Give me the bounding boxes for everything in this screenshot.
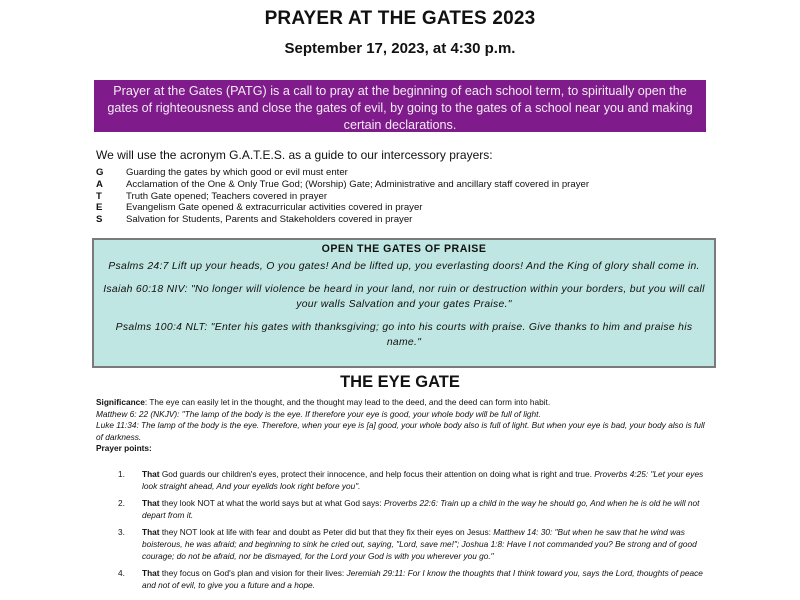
prayer-points-list xyxy=(118,469,708,597)
point-number: 2. xyxy=(118,498,125,509)
acronym-text: Truth Gate opened; Teachers covered in prayer xyxy=(126,190,328,202)
intro-box xyxy=(94,80,706,132)
point-text: they NOT look at life with fear and doubt as Peter did but that they fix their eyes on Jesus: xyxy=(159,527,494,538)
point-number: 4. xyxy=(118,568,125,579)
acronym-text: Evangelism Gate opened & extracurricular activities covered in prayer xyxy=(126,202,423,214)
point-body xyxy=(142,469,708,492)
point-text: they look NOT at what the world says but at what God says: xyxy=(159,498,384,509)
verse-psalms-100: Psalms 100:4 NLT: "Enter his gates with thanksgiving; go into his courts with praise. Give thanks to him and praise his name." xyxy=(115,322,693,348)
point-number: 3. xyxy=(118,527,125,538)
acronym-item xyxy=(96,202,756,214)
verse-psalms-24: Psalms 24:7 Lift up your heads, O you gates! And be lifted up, you everlasting doors! And the King of glory shall come in. xyxy=(108,261,700,272)
acronym-letter: A xyxy=(96,178,103,190)
eye-gate-heading: THE EYE GATE xyxy=(340,373,460,391)
point-text: they focus on God's plan and vision for their lives: xyxy=(159,568,347,579)
acronym-intro: We will use the acronym G.A.T.E.S. as a guide to our intercessory prayers: xyxy=(96,148,493,162)
luke-verse: Luke 11:34: The lamp of the body is the eye. Therefore, when your eye is [a] good, your whole body also is full of light. But when your eye is bad, your body also is full of darkness. xyxy=(96,420,705,442)
praise-heading: OPEN THE GATES OF PRAISE xyxy=(321,243,487,255)
acronym-text: Guarding the gates by which good or evil must enter xyxy=(126,167,348,178)
significance-block xyxy=(96,397,706,455)
intro-text: Prayer at the Gates (PATG) is a call to pray at the beginning of each school term, to spiritually open the gates of righteousness and close the gates of evil, by going to the gates of a school near you and making certain declarations. xyxy=(107,84,693,132)
point-number: 1. xyxy=(118,469,125,479)
point-body xyxy=(142,498,708,521)
point-ref: Proverbs 22:6: Train up a child in the way he should go, And when he is old he will not depart from it. xyxy=(142,498,700,520)
acronym-item xyxy=(96,191,756,203)
point-lead: That xyxy=(142,469,160,479)
acronym-item xyxy=(96,167,756,179)
acronym-text: Acclamation of the One & Only True God; (Worship) Gate; Administrative and ancillary staff covered in prayer xyxy=(126,178,590,190)
prayer-point xyxy=(118,568,708,591)
prayer-point xyxy=(118,527,708,562)
prayer-points-label: Prayer points: xyxy=(96,443,152,454)
event-date: September 17, 2023, at 4:30 p.m. xyxy=(284,40,516,57)
significance-line xyxy=(96,397,706,409)
point-ref: Jeremiah 29:11: For I know the thoughts that I think toward you, says the Lord, thoughts of peace and not of evil, to give you a future and a hope. xyxy=(142,568,703,590)
point-body xyxy=(142,568,708,591)
acronym-letter: G xyxy=(96,167,104,178)
acronym-list xyxy=(96,167,756,226)
matthew-verse: Matthew 6: 22 (NKJV): "The lamp of the body is the eye. If therefore your eye is good, your whole body will be full of light. xyxy=(96,408,541,419)
significance-text: : The eye can easily let in the thought, and the thought may lead to the deed, and the deed can form into habit. xyxy=(144,397,551,407)
point-lead: That xyxy=(142,498,160,509)
acronym-letter: S xyxy=(96,214,103,226)
acronym-item xyxy=(96,179,756,191)
point-lead: That xyxy=(142,527,160,538)
acronym-letter: E xyxy=(96,202,103,214)
point-body xyxy=(142,527,708,562)
point-text: God guards our children's eyes, protect their innocence, and help focus their attention on doing what is right and true. xyxy=(159,469,595,479)
page-title: PRAYER AT THE GATES 2023 xyxy=(264,8,536,29)
significance-label: Significance xyxy=(96,397,145,407)
acronym-letter: T xyxy=(96,190,102,202)
acronym-item xyxy=(96,214,756,226)
verse-isaiah-60: Isaiah 60:18 NIV: "No longer will violence be heard in your land, nor ruin or destruction within your borders, but you will call your walls Salvation and your gates Praise." xyxy=(103,284,705,310)
point-lead: That xyxy=(142,568,160,579)
prayer-point xyxy=(118,498,708,521)
praise-box xyxy=(92,238,716,368)
point-ref: Proverbs 4:25: "Let your eyes look straight ahead, And your eyelids look right before you". xyxy=(142,469,704,491)
acronym-text: Salvation for Students, Parents and Stakeholders covered in prayer xyxy=(126,214,413,226)
prayer-point xyxy=(118,469,708,492)
point-ref: Matthew 14: 30: "But when he saw that he wind was boisterous, he was afraid; and beginning to sink he cried out, saying, "Lord, save me!"; Joshua 1:8: Have I not commanded you? Be strong and of good courage; do not be afraid, nor be dismayed, for the Lord your God is with you wherever you go." xyxy=(142,527,697,561)
